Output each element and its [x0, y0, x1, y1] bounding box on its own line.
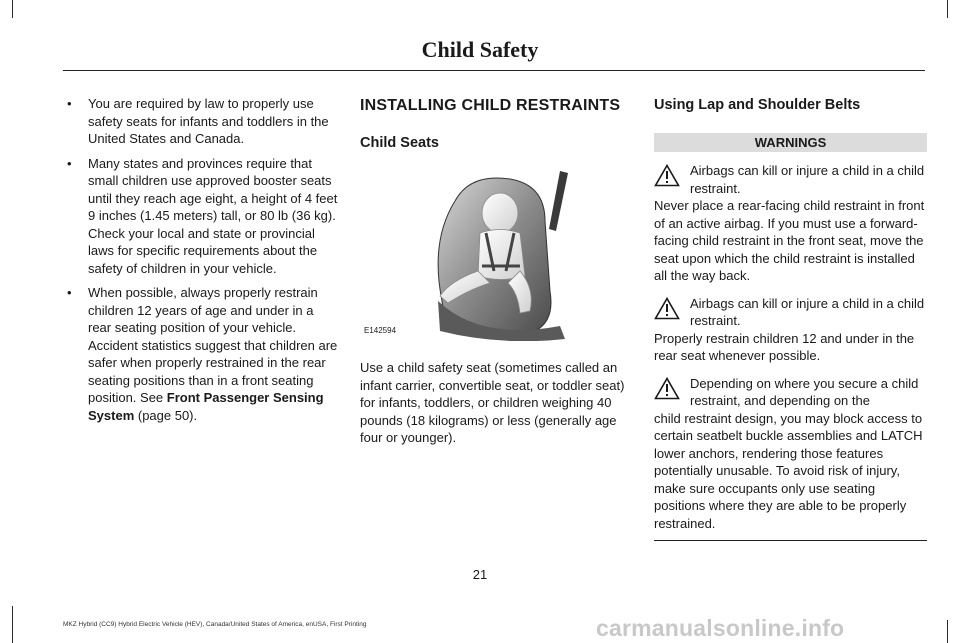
bullet-icon: •: [67, 96, 72, 111]
page-title: Child Safety: [421, 37, 539, 62]
warning-triangle-icon: [654, 377, 680, 400]
warnings-banner: WARNINGS: [654, 133, 927, 152]
warnings-end-rule: [654, 540, 927, 541]
warning-item: Depending on where you secure a child restraint, and depending on the child restraint design, you may block access to certain seatbelt buckle assemblies and LATCH lower anchors, rendering those features potentially unusable. To avoid risk of injury, make sure occupants only use seating positions where they are able to be properly restrained.: [654, 375, 923, 531]
list-item: • Many states and provinces require that small children use approved booster seats until they reach age eight, a height of 4 feet 9 inches (1.45 meters) tall, or 80 lb (36 kg). Check your local and state or provincial laws for specific requirements about the safety of children in your vehicle.: [67, 155, 338, 276]
column-left: [63, 95, 338, 431]
crop-mark-top-left: [12, 0, 13, 18]
header-divider: [63, 70, 925, 71]
warning-item: Airbags can kill or injure a child in a child restraint. Never place a rear-facing child restraint in front of an active airbag. If you must use a forward-facing child restraint in the front seat, move the seat upon which the child restraint is installed all the way back.: [654, 163, 925, 283]
warning-triangle-icon: [654, 164, 680, 187]
subheading: Child Seats: [360, 135, 439, 151]
bullet-icon: •: [67, 155, 72, 171]
list-item: • When possible, always properly restrain children 12 years of age and under in a rear seating position of your vehicle. Accident statistics suggest that children are safer when properly restrained in the rear seating positions than in a front seating position. See Front Passenger Sensing System (page 50).: [67, 285, 338, 423]
section-heading: INSTALLING CHILD RESTRAINTS: [360, 97, 621, 114]
warning-triangle-icon: [654, 297, 680, 320]
footer-text: MKZ Hybrid (CC9) Hybrid Electric Vehicle (HEV), Canada/United States of America, enUSA, First Printing: [63, 621, 367, 628]
bullet-list: [63, 95, 338, 424]
paragraph: Use a child safety seat (sometimes called an infant carrier, convertible seat, or toddler seat) for infants, toddlers, or children weighing 40 pounds (18 kilograms) or less (generally age four or younger).: [360, 360, 625, 445]
list-item: • You are required by law to properly use safety seats for infants and toddlers in the United States and Canada.: [67, 96, 329, 146]
column-right: [654, 95, 927, 541]
bullet-icon: •: [67, 285, 72, 300]
crop-mark-top-right: [947, 0, 948, 18]
figure-code: E142594: [364, 326, 397, 335]
crop-mark-bottom-right: [947, 620, 948, 643]
child-seat-icon: [360, 171, 630, 341]
child-seat-illustration: [360, 171, 630, 341]
column-middle: [360, 95, 635, 447]
warning-item: Airbags can kill or injure a child in a child restraint. Properly restrain children 12 and under in the rear seat whenever possible.: [654, 295, 925, 363]
cross-reference-link[interactable]: Front Passenger Sensing System: [88, 390, 324, 423]
watermark: carmanualsonline.info: [596, 615, 845, 641]
crop-mark-bottom-left: [12, 606, 13, 643]
section-heading: Using Lap and Shoulder Belts: [654, 97, 861, 113]
page-number: 21: [472, 567, 488, 582]
